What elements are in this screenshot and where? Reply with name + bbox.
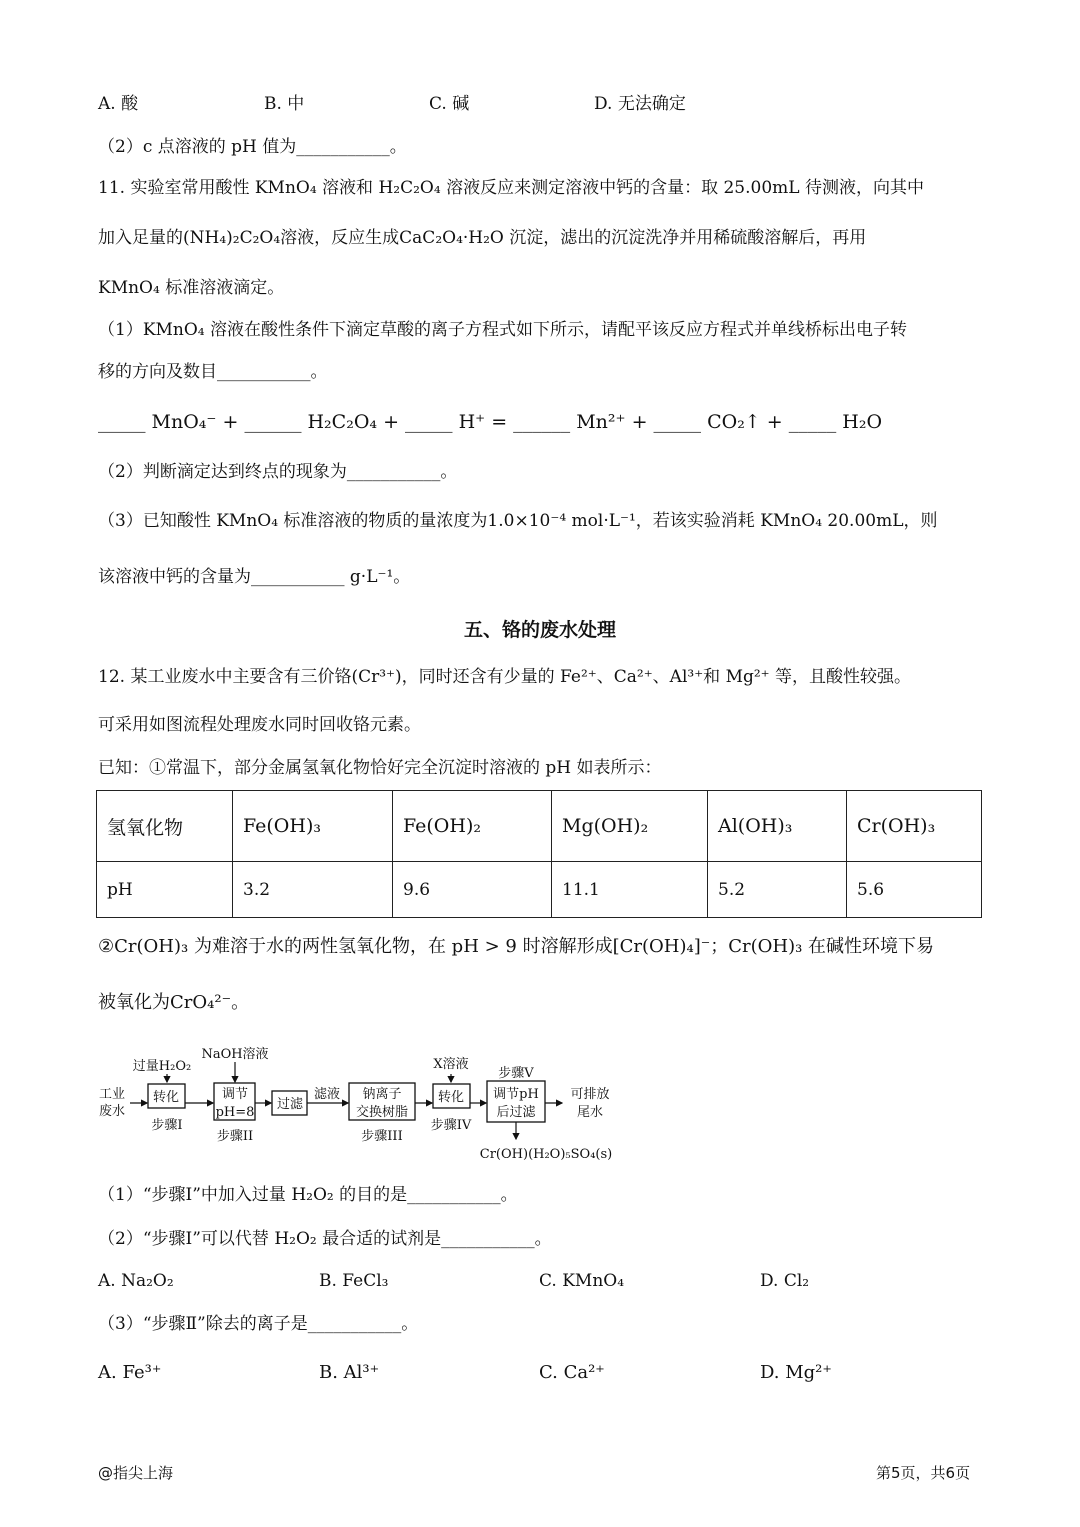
q12-line: 12. 某工业废水中主要含有三价铬(Cr³⁺)，同时还含有少量的 Fe²⁺、Ca²⁺、Al³⁺和 Mg²⁺ 等，且酸性较强。 [98, 667, 912, 687]
table-header: Mg(OH)₂ [552, 791, 708, 862]
flow-step: 步骤III [361, 1129, 403, 1144]
table-cell: 9.6 [393, 862, 552, 918]
flow-step: 步骤V [498, 1066, 534, 1081]
table-header: Fe(OH)₂ [393, 791, 552, 862]
q10-sub2: （2）c 点溶液的 pH 值为___________。 [98, 137, 407, 157]
q12-sub2-option-c: C. KMnO₄ [539, 1271, 625, 1291]
q10-option-d: D. 无法确定 [594, 94, 686, 114]
table-header: Fe(OH)₃ [233, 791, 393, 862]
ph-table [96, 790, 982, 918]
q11-line: 移的方向及数目___________。 [98, 362, 328, 382]
q10-option-c: C. 碱 [429, 94, 470, 114]
q12-sub2-option-b: B. FeCl₃ [319, 1271, 389, 1291]
footer-page-number: 第5页，共6页 [876, 1464, 971, 1482]
table-header: 氢氧化物 [97, 791, 233, 862]
flow-reagent: 过量H₂O₂ [132, 1059, 192, 1074]
flow-box-label: pH=8 [215, 1105, 255, 1120]
q12-note2: 被氧化为CrO₄²⁻。 [98, 992, 250, 1013]
flow-box-label: 调节pH [493, 1087, 539, 1102]
flow-step: 步骤II [216, 1129, 254, 1144]
q12-sub2: （2）“步骤Ⅰ”可以代替 H₂O₂ 最合适的试剂是___________。 [98, 1229, 552, 1249]
flow-output: 可排放 [570, 1087, 610, 1102]
q11-line: 11. 实验室常用酸性 KMnO₄ 溶液和 H₂C₂O₄ 溶液反应来测定溶液中钙的含量：取 25.00mL 待测液，向其中 [98, 178, 924, 198]
q12-sub2-option-d: D. Cl₂ [760, 1271, 810, 1291]
flow-step: 步骤IV [430, 1118, 472, 1133]
table-cell: 5.6 [847, 862, 982, 918]
table-cell: 11.1 [552, 862, 708, 918]
q12-note2: ②Cr(OH)₃ 为难溶于水的两性氢氧化物，在 pH > 9 时溶解形成[Cr(OH)₄]⁻；Cr(OH)₃ 在碱性环境下易 [98, 936, 935, 957]
q11-sub2: （2）判断滴定达到终点的现象为___________。 [98, 462, 458, 482]
flow-box-label: 调节 [221, 1087, 249, 1102]
q11-sub3: （3）已知酸性 KMnO₄ 标准溶液的物质的量浓度为1.0×10⁻⁴ mol·L⁻¹，若该实验消耗 KMnO₄ 20.00mL，则 [98, 511, 938, 531]
table-row [97, 862, 982, 918]
q12-sub3-option-b: B. Al³⁺ [319, 1362, 380, 1383]
q12-line: 可采用如图流程处理废水同时回收铬元素。 [98, 715, 421, 735]
process-flowchart [90, 1040, 650, 1170]
table-header: Al(OH)₃ [708, 791, 847, 862]
q12-sub3-option-c: C. Ca²⁺ [539, 1362, 605, 1383]
table-cell: 3.2 [233, 862, 393, 918]
table-cell: 5.2 [708, 862, 847, 918]
flow-box-label: 转化 [152, 1090, 180, 1105]
q11-line: KMnO₄ 标准溶液滴定。 [98, 278, 285, 298]
section-title: 五、铬的废水处理 [463, 619, 616, 641]
flow-input: 工业 [98, 1087, 126, 1102]
q10-option-a: A. 酸 [98, 94, 139, 114]
q11-line: 加入足量的(NH₄)₂C₂O₄溶液，反应生成CaC₂O₄·H₂O 沉淀，滤出的沉淀洗净并用稀硫酸溶解后，再用 [98, 228, 867, 248]
q11-equation: _____ MnO₄⁻ + ______ H₂C₂O₄ + _____ H⁺ = ______ Mn²⁺ + _____ CO₂↑ + _____ H₂O [98, 411, 883, 433]
q12-sub1: （1）“步骤Ⅰ”中加入过量 H₂O₂ 的目的是___________。 [98, 1185, 518, 1205]
q11-sub3: 该溶液中钙的含量为___________ g·L⁻¹。 [98, 567, 411, 587]
q12-sub3-option-d: D. Mg²⁺ [760, 1362, 832, 1383]
flow-box-label: 转化 [437, 1090, 465, 1105]
flow-box-label: 交换树脂 [355, 1105, 409, 1120]
q10-option-b: B. 中 [264, 94, 305, 114]
flow-output: 尾水 [576, 1105, 604, 1120]
footer-source: @指尖上海 [98, 1464, 174, 1482]
q12-sub3-option-a: A. Fe³⁺ [98, 1362, 162, 1383]
flow-input: 废水 [98, 1104, 126, 1119]
flow-step: 步骤I [151, 1118, 183, 1133]
flow-box-label: 钠离子 [362, 1087, 402, 1102]
q11-line: （1）KMnO₄ 溶液在酸性条件下滴定草酸的离子方程式如下所示，请配平该反应方程式并单线桥标出电子转 [98, 320, 908, 340]
flow-box-label: 后过滤 [496, 1105, 536, 1120]
q12-sub3: （3）“步骤Ⅱ”除去的离子是___________。 [98, 1314, 419, 1334]
flow-product: Cr(OH)(H₂O)₅SO₄(s) [479, 1147, 613, 1162]
table-header-row [97, 791, 982, 862]
flow-box-label: 过滤 [276, 1097, 304, 1112]
flow-label: 滤液 [313, 1087, 341, 1102]
q12-line: 已知：①常温下，部分金属氢氧化物恰好完全沉淀时溶液的 pH 如表所示： [98, 758, 662, 778]
flow-reagent: NaOH溶液 [201, 1047, 269, 1062]
table-header: Cr(OH)₃ [847, 791, 982, 862]
table-cell: pH [97, 862, 233, 918]
flow-reagent: X溶液 [433, 1057, 469, 1072]
q12-sub2-option-a: A. Na₂O₂ [98, 1271, 174, 1291]
